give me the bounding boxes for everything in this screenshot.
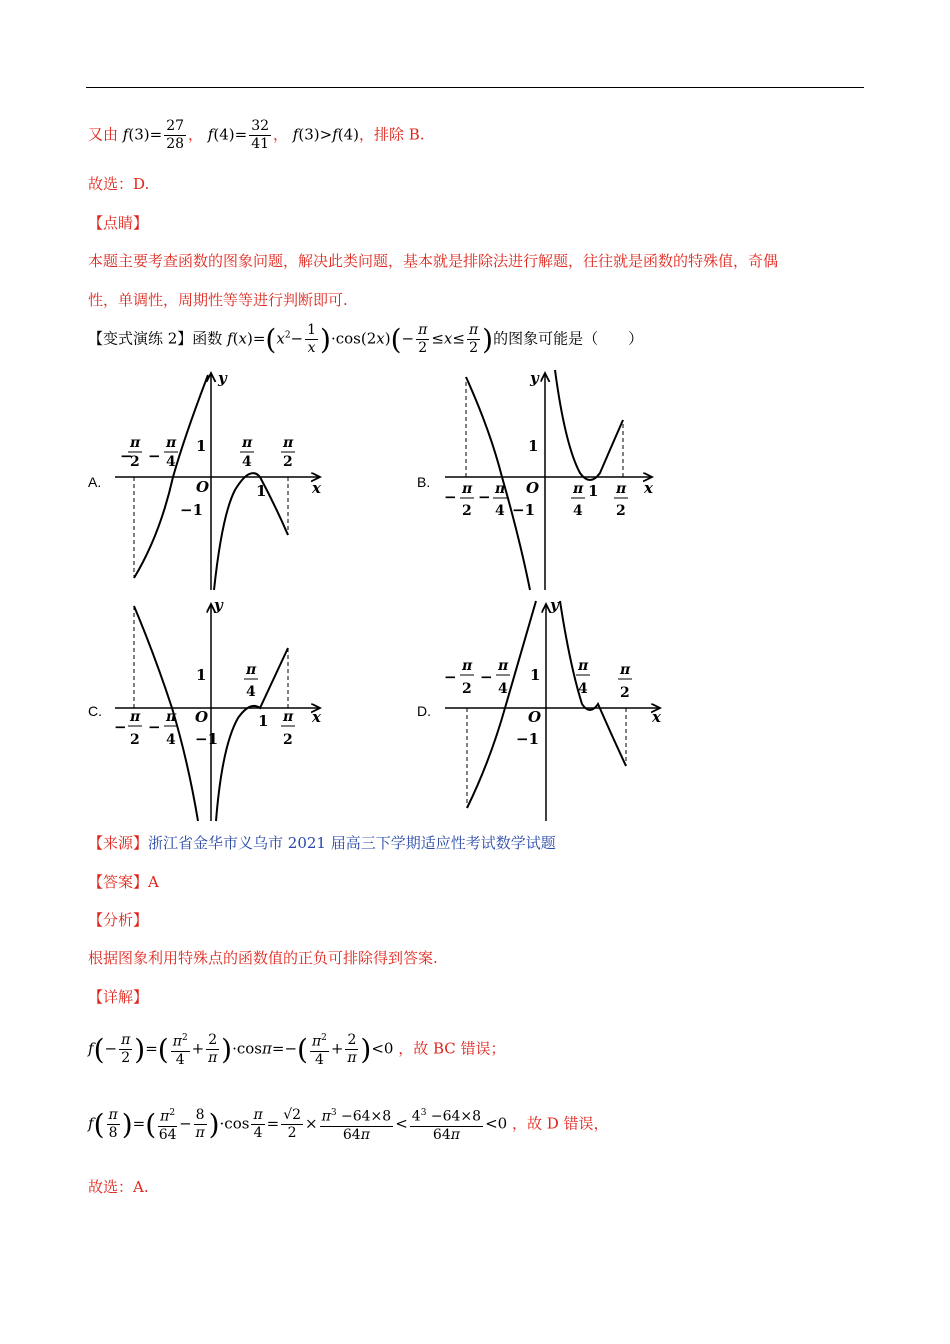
f3-fraction [164,118,186,153]
origin-label: O [195,708,209,726]
svg-text:−: − [444,668,457,686]
question-line: 【变式演练 2】函数 $f(x)=(x^2-$ $\frac{1}{x}$ )·cos(2x)(− $\frac{\pi}{2}$ ≤x≤ $\frac{\pi}{2}$ )的图象可能是（ ） [88,322,644,356]
svg-text:π: π [166,435,177,451]
origin-label: O [528,708,542,726]
tick-1-y: 1 [196,666,207,684]
graph-option-d [440,596,670,826]
svg-text:π: π [573,481,584,497]
svg-text:−: − [148,718,161,736]
y-label: y [530,369,539,387]
origin-label: O [196,478,210,496]
svg-text:π: π [246,662,257,678]
svg-text:π: π [242,435,253,451]
tick-neg1-y: −1 [180,501,204,519]
option-c-label[interactable]: C. [88,703,102,719]
svg-text:4: 4 [166,732,176,748]
tick-1-y: 1 [530,666,541,684]
y-label: y [218,369,227,387]
question-prefix: 【变式演练 2】函数 [88,329,223,348]
svg-text:2: 2 [283,732,293,748]
y-label: y [214,596,223,614]
origin-label: O [526,479,540,497]
f4-fraction [249,118,271,153]
conclusion: 故选：A. [88,1178,149,1196]
answer-line [88,871,159,892]
tick-1-y: 1 [196,437,207,455]
svg-text:4: 4 [498,681,508,697]
x-label: x [312,708,321,726]
dianjing-body-1: 本题主要考查函数的图象问题，解决此类问题，基本就是排除法进行解题，往往就是函数的特殊值，奇偶 [88,252,779,270]
svg-text:4: 4 [573,503,583,519]
analysis-text: 根据图象利用特殊点的函数值的正负可排除得到答案. [88,949,438,967]
f3-den: 28 [166,136,185,152]
header-rule [86,87,864,88]
tick-1-x: 1 [588,482,599,500]
eq1-suffix: ，故 BC 错误； [398,1039,506,1058]
answer-value: A [148,873,159,891]
analysis-header: 【分析】 [88,911,149,929]
svg-text:4: 4 [246,684,256,700]
svg-text:−: − [148,447,161,465]
detail-header: 【详解】 [88,988,149,1006]
option-b-label[interactable]: B. [417,474,431,490]
svg-text:π: π [283,709,294,725]
x-label: x [644,479,653,497]
curve-right [560,601,626,766]
prev-line-1: 又由 f(3)= $\frac{27}{28}$ ， f(4)= $\frac{32}{41}$ ， f(3)>f(4)，排除 B. [88,118,425,152]
svg-text:π: π [130,709,141,725]
source-text: 浙江省金华市义乌市 2021 届高三下学期适应性考试数学试题 [148,834,556,852]
graph-option-c [110,596,340,826]
svg-text:−: − [114,718,127,736]
curve-right [555,370,623,480]
source-header: 【来源】 [88,834,149,852]
f4-num: 32 [251,118,270,134]
answer-header: 【答案】 [88,873,149,891]
svg-text:−: − [120,447,133,465]
svg-text:−: − [480,668,493,686]
svg-text:π: π [130,435,141,451]
svg-text:π: π [462,658,473,674]
svg-text:2: 2 [462,503,472,519]
option-a-label[interactable]: A. [88,474,102,490]
tick-neg1-y: −1 [195,730,219,748]
tick-1-x: 1 [256,482,267,500]
svg-text:π: π [620,662,631,678]
dianjing-body-2: 性，单调性，周期性等等进行判断即可. [88,291,348,309]
prev-line1-prefix: 又由 [88,125,119,144]
svg-text:2: 2 [462,681,472,697]
x-label: x [652,708,661,726]
svg-text:−: − [444,488,457,506]
svg-text:2: 2 [130,732,140,748]
equation-2: f( $\frac{\pi}{8}$ )=( $\frac{\pi^2}{64}$ − $\frac{8}{\pi}$ )·cos $\frac{\pi}{4}$ = $\frac{√2}{2}$ × $\frac{\pi^3 -64\times 8}{64\pi}$ < $\frac{4^3 -64\times 8}{64\pi}$ <0 ，故 D 错误， [88,1106,609,1143]
equation-1: f(− $\frac{\pi}{2}$ )=( $\frac{\pi^2}{4}$ + $\frac{2}{\pi}$ )·cosπ=−( $\frac{\pi^2}{4}$ + $\frac{2}{\pi}$ )<0 ，故 BC 错误； [88,1031,506,1068]
svg-text:4: 4 [242,454,252,470]
y-label: y [550,596,559,614]
svg-text:4: 4 [578,681,588,697]
f4-den: 41 [251,136,270,152]
x-label: x [312,479,321,497]
svg-text:π: π [498,658,509,674]
dianjing-header: 【点睛】 [88,214,149,232]
prev-line1-suffix: ，排除 B. [359,125,425,144]
option-d-label[interactable]: D. [417,703,431,719]
question-suffix: 的图象可能是（ ） [493,329,644,348]
svg-text:π: π [616,481,627,497]
graph-option-b [440,365,670,595]
svg-text:2: 2 [283,454,293,470]
svg-text:π: π [462,481,473,497]
graph-option-a [110,365,340,595]
svg-text:2: 2 [620,685,630,701]
tick-neg1-y: −1 [512,501,536,519]
tick-1-y: 1 [528,437,539,455]
source-line [88,832,556,853]
svg-text:π: π [283,435,294,451]
curve-right [214,473,288,590]
svg-text:2: 2 [130,454,140,470]
prev-line-2: 故选：D. [88,175,150,193]
curve-left [467,601,536,808]
svg-text:π: π [166,709,177,725]
svg-text:4: 4 [495,503,505,519]
svg-text:4: 4 [166,454,176,470]
f3-num: 27 [166,118,185,134]
tick-1-x: 1 [258,712,269,730]
eq2-suffix: ，故 D 错误， [511,1114,609,1133]
svg-text:2: 2 [616,503,626,519]
svg-text:π: π [495,481,506,497]
svg-text:π: π [578,658,589,674]
tick-neg1-y: −1 [516,730,540,748]
svg-text:−: − [478,488,491,506]
